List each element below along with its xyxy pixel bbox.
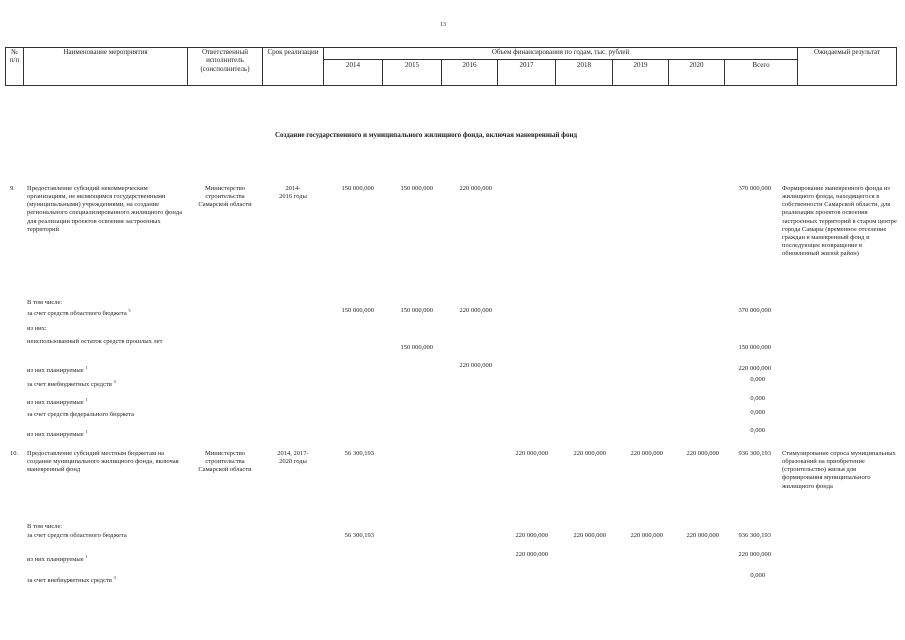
item-9-incl: В том числе: <box>27 299 63 306</box>
header-year-2015: 2015 <box>405 61 419 69</box>
header-year-2014: 2014 <box>346 61 360 69</box>
item-10-regional-2017: 220 000,000 <box>515 532 548 539</box>
item-9-unused-2015: 150 000,000 <box>400 344 433 351</box>
header-year-2020: 2020 <box>689 61 704 69</box>
item-9-planned: из них планируемые $^1$ <box>27 365 88 375</box>
header-name: Наименование мероприятия <box>63 48 148 56</box>
header-total: Всего <box>752 61 770 69</box>
item-10-planned-total: 220 000,000 <box>738 551 771 558</box>
item-9-unused-total: 150 000,000 <box>738 344 771 351</box>
item-9-offbudget-total: 0,000 <box>750 376 765 383</box>
item-9-executor: Министерство строительства Самарской области <box>198 185 252 209</box>
item-10-executor: Министерство строительства Самарской области <box>198 450 252 474</box>
item-10-no: 10. <box>10 450 19 457</box>
item-10-regional-2014: 56 300,193 <box>344 532 374 539</box>
item-9-total: 370 000,000 <box>738 185 771 192</box>
item-10-2018: 220 000,000 <box>573 450 606 457</box>
item-10-planned: из них планируемые $^1$ <box>27 554 88 564</box>
item-9-planned3-total: 0,000 <box>750 427 765 434</box>
item-10-regional: за счет средств областного бюджета <box>27 532 127 539</box>
header-year-2017: 2017 <box>519 61 534 69</box>
item-9-2015: 150 000,000 <box>400 185 433 192</box>
item-9-term: 2014- 2016 годы <box>279 185 307 201</box>
item-10-name: Предоставление субсидий местным бюджетам на создание муниципального жилищного фонда, включая маневренный фонд <box>27 450 179 474</box>
item-9-result: Формирование маневренного фонда из жилищного фонда, находящегося в собственности Самарской области, для реализации проектов освоения застроенных территорий в старом центре города Самары (временное отселение граждан в маневренный фонд и последующее возвращение в обновленный жилой район) <box>782 185 897 257</box>
item-9-of-them: из них: <box>27 325 47 332</box>
item-9-no: 9. <box>10 185 15 192</box>
item-10-2020: 220 000,000 <box>686 450 719 457</box>
item-9-offbudget: за счет внебюджетных средств $^3$ <box>27 379 116 389</box>
item-9-planned2: из них планируемые $^1$ <box>27 397 88 407</box>
item-10-2019: 220 000,000 <box>630 450 663 457</box>
header-executor: Ответственный исполнитель (соисполнитель) <box>200 48 250 73</box>
item-10-2014: 56 300,193 <box>344 450 374 457</box>
item-9-planned-total: 220 000,000 <box>738 365 771 372</box>
header-year-2019: 2019 <box>633 61 648 69</box>
item-9-planned2-total: 0,000 <box>750 395 765 402</box>
section-title: Создание государственного и муниципального жилищного фонда, включая маневренный фонд <box>275 131 578 139</box>
item-10-regional-2020: 220 000,000 <box>686 532 719 539</box>
item-10-2017: 220 000,000 <box>515 450 548 457</box>
item-10-planned-2017: 220 000,000 <box>515 551 548 558</box>
item-9-name: Предоставление субсидий некоммерческим организациям, не являющимся государственными (муниципальными) учреждениями, на создание регионального специализированного жилищного фонда для реализации проектов освоения застроенных территорий <box>27 185 183 233</box>
item-9-regional-2014: 150 000,000 <box>341 307 374 314</box>
item-9-regional: за счет средств областного бюджета $^5$ <box>27 308 131 318</box>
item-10-offbudget-total: 0,000 <box>750 572 765 579</box>
item-9-regional-2016: 220 000,000 <box>459 307 492 314</box>
item-10-incl: В том числе: <box>27 523 63 530</box>
item-9-2014: 150 000,000 <box>341 185 374 192</box>
page-number: 13 <box>440 22 446 28</box>
header-year-2016: 2016 <box>462 61 477 69</box>
item-9-regional-2015: 150 000,000 <box>400 307 433 314</box>
item-10-regional-total: 936 300,193 <box>738 532 771 539</box>
item-9-2016: 220 000,000 <box>459 185 492 192</box>
header-term: Срок реализации <box>267 48 319 56</box>
item-9-planned-2016: 220 000,000 <box>459 362 492 369</box>
item-10-result: Стимулирование спроса муниципальных образований на приобретение (строительство) жилья для формирования муниципального жилищного фонда <box>782 450 896 490</box>
header-no: № п/п <box>9 48 20 65</box>
item-10-offbudget: за счет внебюджетных средств $^3$ <box>27 575 116 585</box>
item-10-regional-2019: 220 000,000 <box>630 532 663 539</box>
item-9-federal-total: 0,000 <box>750 409 765 416</box>
item-9-regional-total: 370 000,000 <box>738 307 771 314</box>
item-9-planned3: из них планируемые $^1$ <box>27 429 88 439</box>
header-funding: Объем финансирования по годам, тыс. рублей <box>491 48 630 56</box>
item-9-unused: неиспользованный остаток средств прошлых лет <box>27 338 163 345</box>
header-result: Ожидаемый результат <box>813 48 881 56</box>
header-year-2018: 2018 <box>577 61 591 69</box>
item-9-federal: за счет средств федерального бюджета <box>27 411 135 418</box>
item-10-term: 2014, 2017- 2020 годы <box>277 450 309 466</box>
item-10-regional-2018: 220 000,000 <box>573 532 606 539</box>
item-10-total: 936 300,193 <box>738 450 771 457</box>
